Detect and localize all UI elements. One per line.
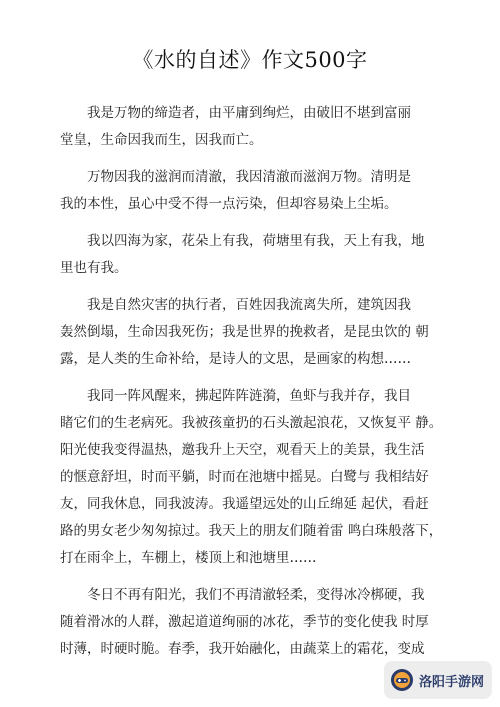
text-line: 打在雨伞上，车棚上，楼顶上和池塘里…… <box>60 550 317 566</box>
text-line: 我是自然灾害的执行者，百姓因我流离失所，建筑因我 <box>87 297 411 313</box>
text-line: 冬日不再有阳光，我们不再清澈轻柔，变得冰冷梆硬，我 <box>87 587 425 603</box>
text-line: 时薄，时硬时脆。春季，我开始融化，由蔬菜上的霜花，变成 <box>60 641 425 657</box>
text-line: 随着滑冰的人群，激起道道绚丽的冰花，季节的变化使我 时厚 <box>60 614 429 630</box>
site-watermark <box>384 661 492 699</box>
text-line: 阳光使我变得温热，邀我升上天空，观看天上的美景，我生活 <box>60 442 425 458</box>
text-line: 睹它们的生老病死。我被孩童扔的石头激起浪花，又恢复平 静。 <box>60 415 443 431</box>
essay-body <box>60 100 458 673</box>
text-line: 我同一阵风醒来，拂起阵阵涟漪，鱼虾与我并存，我目 <box>87 388 411 404</box>
text-line: 露，是人类的生命补给，是诗人的文思，是画家的构想…… <box>60 351 411 367</box>
watermark-text: 洛阳手游网 <box>419 674 485 690</box>
text-line: 我的本性，虽心中受不得一点污染，但却容易染上尘垢。 <box>60 196 398 212</box>
text-line: 万物因我的滋润而清澈，我因清澈而滋润万物。清明是 <box>87 169 411 185</box>
page-title: 《水的自述》作文500字 <box>132 48 368 72</box>
text-line: 我是万物的缔造者，由平庸到绚烂，由破旧不堪到富丽 <box>87 105 411 121</box>
text-line: 路的男女老少匆匆掠过。我天上的朋友们随着雷 鸣白珠般落下， <box>60 523 443 539</box>
text-line: 堂皇，生命因我而生，因我而亡。 <box>60 132 263 148</box>
paragraph-5 <box>60 383 458 572</box>
controller-badge-icon <box>390 668 414 692</box>
text-line: 友，同我休息，同我波涛。我遥望远处的山丘绵延 起伏，看赶 <box>60 496 429 512</box>
paragraph-2 <box>60 164 458 218</box>
text-line: 里也有我。 <box>60 260 128 276</box>
text-line: 轰然倒塌，生命因我死伤；我是世界的挽救者，是昆虫饮的 朝 <box>60 324 429 340</box>
text-line: 的惬意舒坦，时而平躺，时而在池塘中摇晃。白鹭与 我相结好 <box>60 469 429 485</box>
paragraph-3 <box>60 228 458 282</box>
paragraph-4 <box>60 292 458 373</box>
paragraph-1 <box>60 100 458 154</box>
text-line: 我以四海为家，花朵上有我，荷塘里有我，天上有我，地 <box>87 233 425 249</box>
paragraph-6 <box>60 582 458 663</box>
